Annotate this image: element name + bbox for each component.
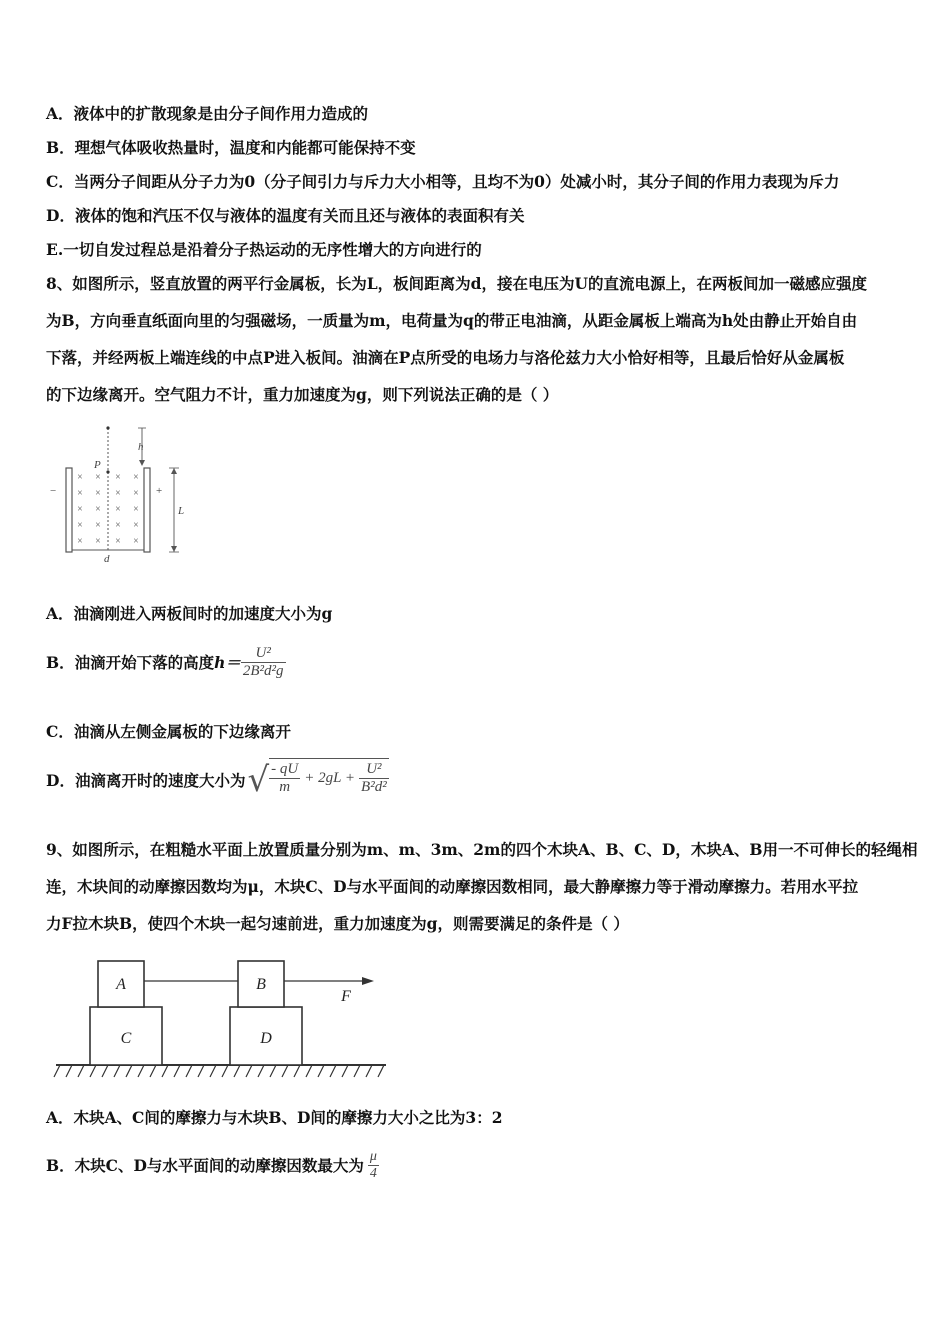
svg-text:×: × [77, 520, 83, 531]
q7-option-e: E.一切自发过程总是沿着分子热运动的无序性增大的方向进行的 [46, 240, 482, 259]
q9-b-denominator: 4 [368, 1165, 379, 1182]
q7-option-d: D．液体的饱和汽压不仅与液体的温度有关而且还与液体的表面积有关 [46, 206, 525, 225]
q9-stem-line-1: 9、如图所示，在粗糙水平面上放置质量分别为m、m、3m、2m的四个木块A、B、C、D，木块A、B用一不可伸长的轻绳相 [46, 840, 918, 859]
q8-d-f2-denominator: B²d² [361, 779, 387, 795]
q8-stem-line-1: 8、如图所示，竖直放置的两平行金属板，长为L，板间距离为d，接在电压为U的直流电源上，在两板间加一磁感应强度 [46, 274, 868, 293]
label-f: F [341, 988, 351, 1005]
svg-text:×: × [133, 488, 139, 499]
svg-text:×: × [95, 472, 101, 483]
q8-option-b-fraction [241, 645, 286, 680]
label-l: L [178, 505, 185, 517]
q8-option-d [46, 752, 389, 808]
svg-text:×: × [115, 520, 121, 531]
q7-option-a: A．液体中的扩散现象是由分子间作用力造成的 [46, 104, 369, 123]
label-h: h [138, 441, 144, 453]
q8-d-f1-numerator: - qU [271, 761, 299, 777]
svg-text:×: × [115, 504, 121, 515]
q9-figure-blocks [52, 955, 392, 1083]
label-d: d [104, 553, 110, 564]
q8-d-f2-numerator: U² [366, 761, 382, 777]
q9-option-b-text: B．木块C、D与水平面间的动摩擦因数最大为 [46, 1156, 364, 1175]
q8-option-b-text: B．油滴开始下落的高度 [46, 653, 215, 672]
q9-stem-line-3: 力F拉木块B，使四个木块一起匀速前进，重力加速度为g，则需要满足的条件是（ ） [46, 914, 629, 933]
svg-text:×: × [77, 472, 83, 483]
label-c: C [120, 1030, 132, 1047]
q9-option-a: A．木块A、C间的摩擦力与木块B、D间的摩擦力大小之比为3：2 [46, 1108, 503, 1127]
q9-option-b [46, 1142, 379, 1188]
svg-text:×: × [133, 472, 139, 483]
svg-text:×: × [95, 504, 101, 515]
label-a: A [116, 976, 126, 993]
svg-text:×: × [77, 488, 83, 499]
svg-text:×: × [133, 536, 139, 547]
label-p: P [94, 459, 101, 471]
svg-text:×: × [77, 536, 83, 547]
q8-d-f1-denominator: m [269, 778, 300, 796]
plus-sign: + [156, 485, 163, 497]
label-d-block: D [260, 1030, 272, 1047]
q7-option-b: B．理想气体吸收热量时，温度和内能都可能保持不变 [46, 138, 416, 157]
svg-text:×: × [115, 536, 121, 547]
q7-option-c: C．当两分子间距从分子力为0（分子间引力与斥力大小相等，且均不为0）处减小时，其分子间的作用力表现为斥力 [46, 172, 840, 191]
q9-b-numerator: μ [369, 1148, 377, 1164]
svg-text:×: × [133, 520, 139, 531]
q8-d-fraction-1 [269, 761, 300, 796]
q9-stem-line-2: 连，木块间的动摩擦因数均为μ，木块C、D与水平面间的动摩擦因数相同，最大静摩擦力等于滑动摩擦力。若用水平拉 [46, 877, 859, 896]
sqrt-sign: √ [247, 760, 270, 800]
svg-text:×: × [115, 488, 121, 499]
q8-d-middle: + 2gL + [304, 770, 356, 786]
label-b: B [256, 976, 266, 993]
svg-text:×: × [77, 504, 83, 515]
q8-stem-line-4: 的下边缘离开。空气阻力不计，重力加速度为g，则下列说法正确的是（ ） [46, 385, 559, 404]
q8-option-a: A．油滴刚进入两板间时的加速度大小为g [46, 604, 333, 623]
svg-text:×: × [95, 520, 101, 531]
q8-figure-plates [46, 422, 196, 564]
q8-stem-line-3: 下落，并经两板上端连线的中点P进入板间。油滴在P点所受的电场力与洛伦兹力大小恰好相等，且最后恰好从金属板 [46, 348, 845, 367]
q8-b-denominator: 2B²d²g [242, 662, 284, 679]
q8-d-fraction-2 [359, 761, 389, 796]
svg-text:×: × [115, 472, 121, 483]
svg-text:×: × [95, 536, 101, 547]
q8-stem-line-2: 为B，方向垂直纸面向里的匀强磁场，一质量为m，电荷量为q的带正电油滴，从距金属板上端高为h处由静止开始自由 [46, 311, 858, 330]
svg-text:×: × [133, 504, 139, 515]
q8-b-numerator: U² [255, 644, 271, 661]
q9-option-b-fraction [368, 1149, 379, 1182]
q8-option-c: C．油滴从左侧金属板的下边缘离开 [46, 722, 291, 741]
sqrt-radicand [269, 758, 389, 796]
svg-text:×: × [95, 488, 101, 499]
q8-option-b [46, 637, 286, 687]
minus-sign: − [50, 485, 57, 497]
q8-option-b-var: h＝ [214, 653, 241, 672]
q8-option-d-text: D．油滴离开时的速度大小为 [46, 771, 246, 790]
